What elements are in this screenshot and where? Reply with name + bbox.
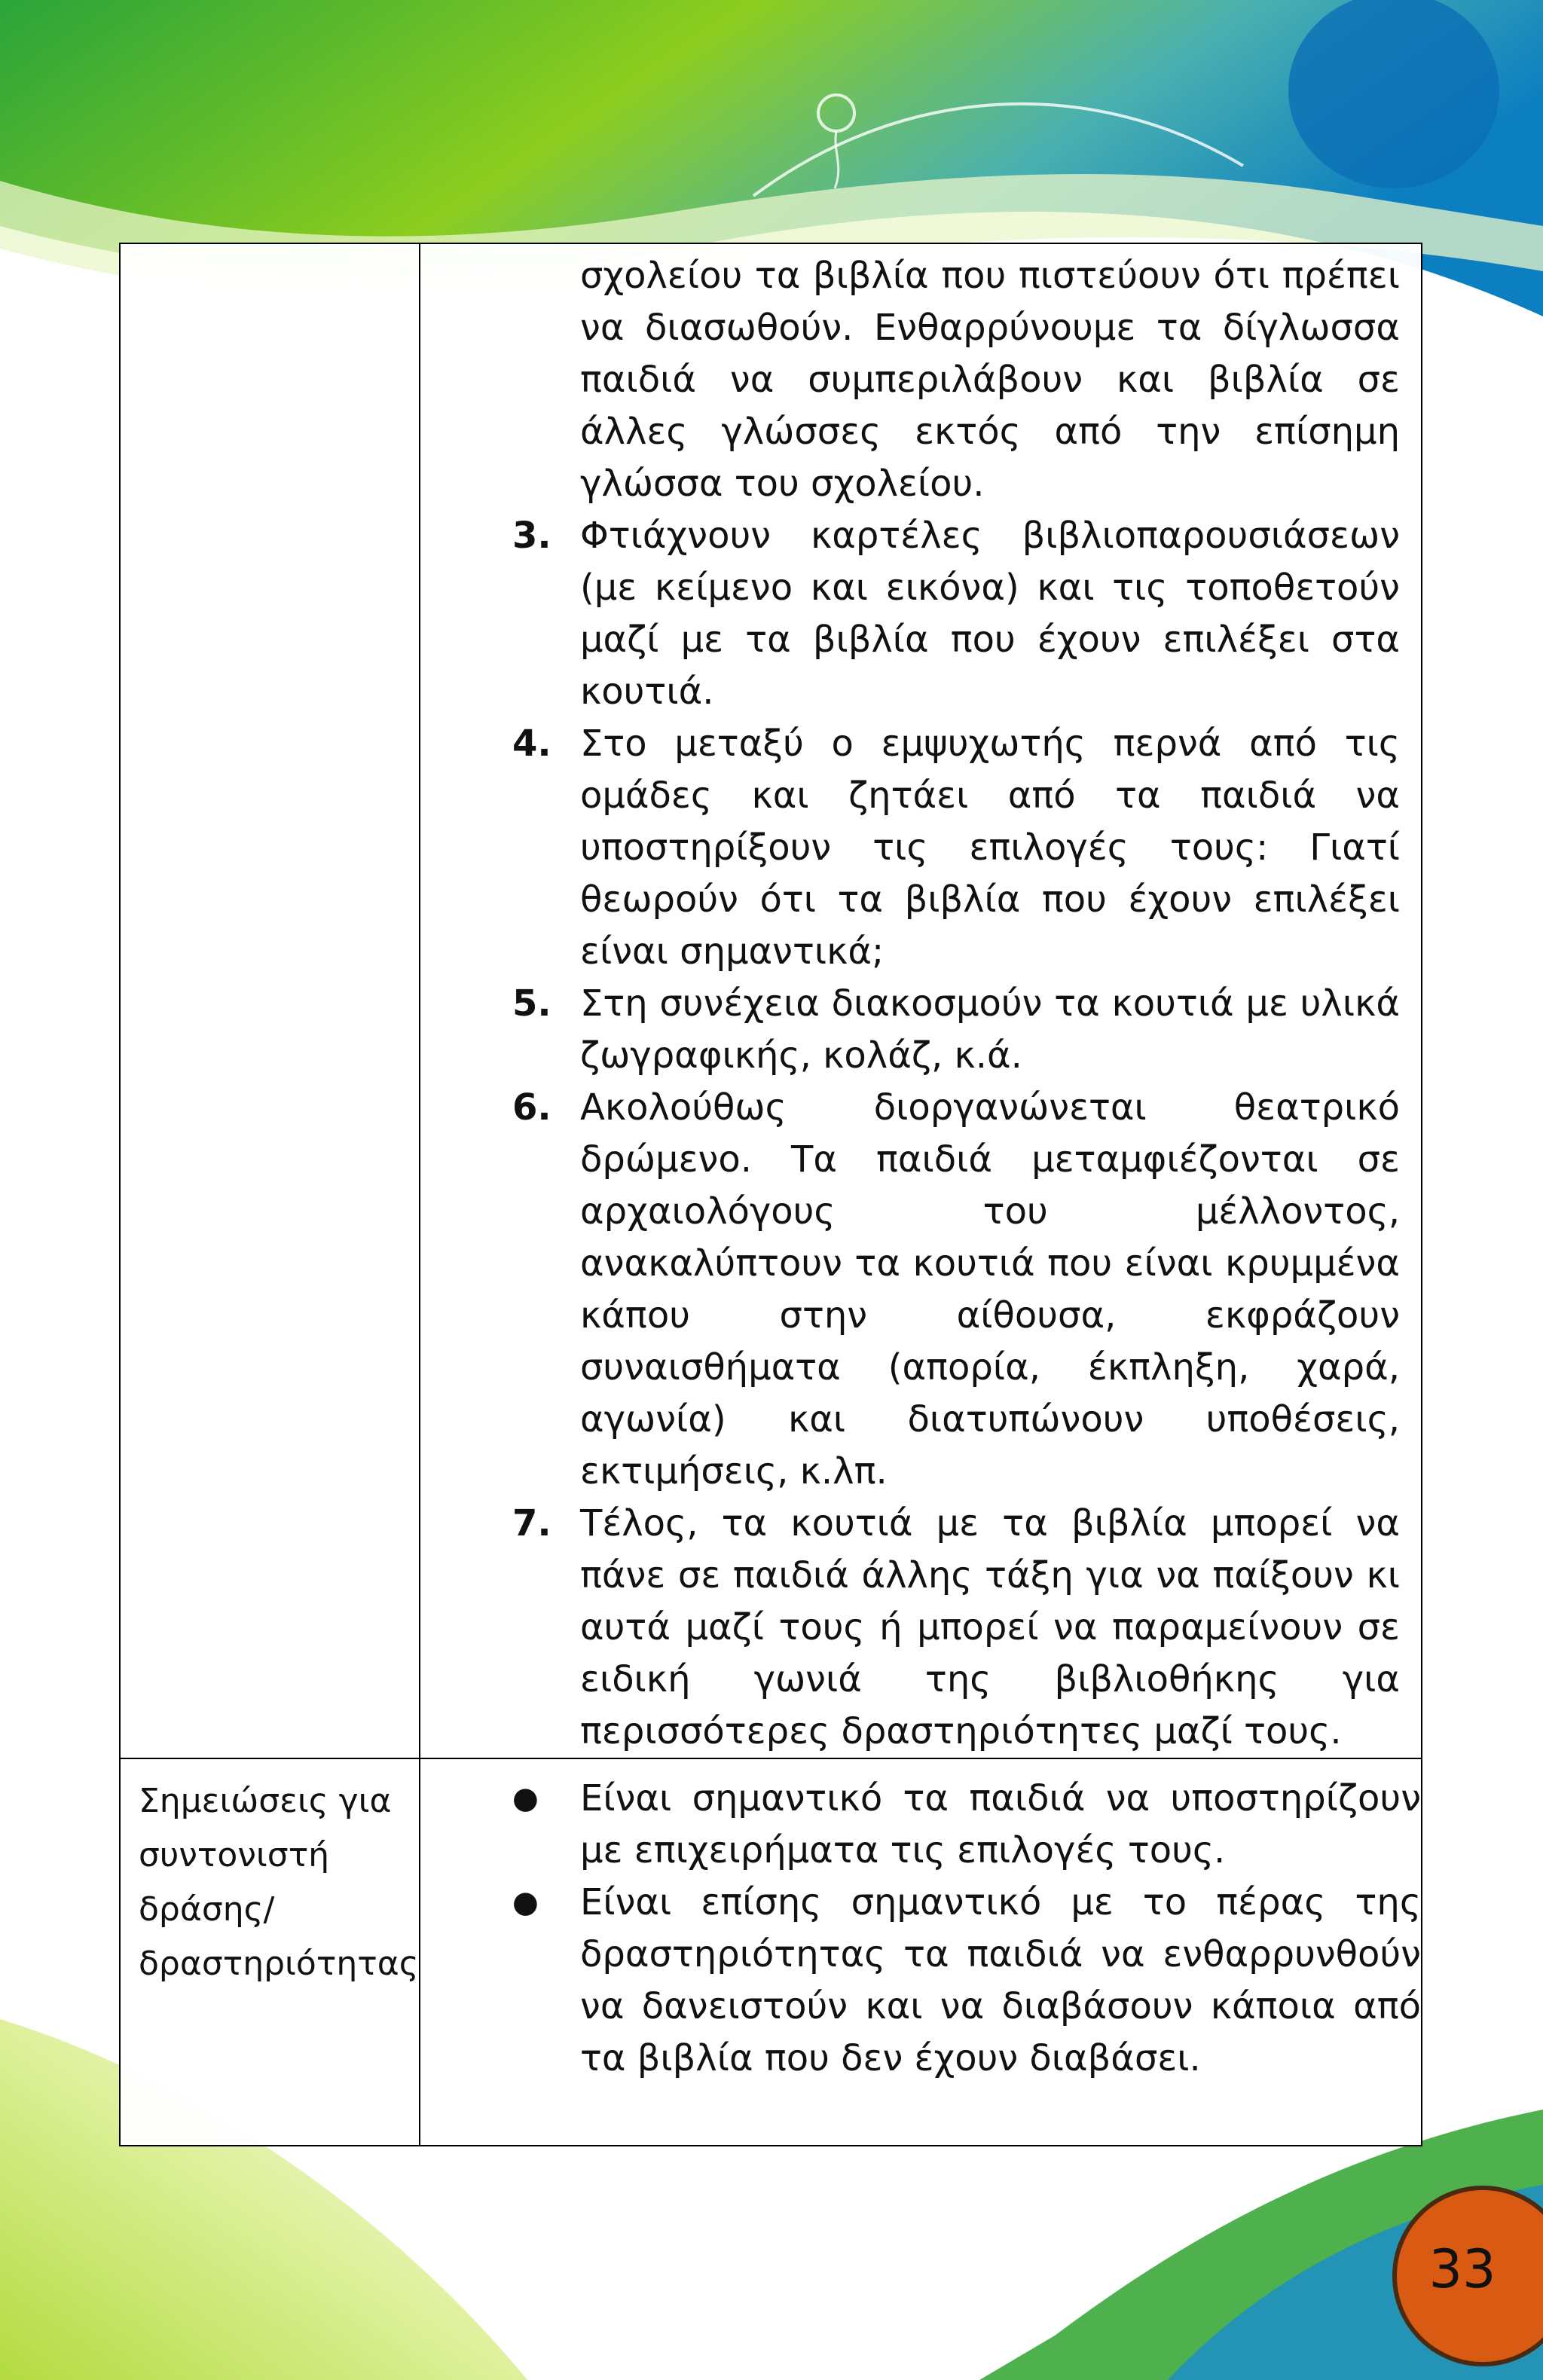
page-number: 33 [1428, 2238, 1496, 2300]
list-item [420, 1498, 1400, 1758]
table-row [120, 1758, 1422, 2146]
step-number: 5. [512, 982, 552, 1025]
list-item [420, 510, 1400, 718]
step-number: 4. [512, 723, 552, 765]
bullet-icon: ● [512, 1885, 539, 1920]
activity-table [119, 243, 1422, 2146]
step-text: Τέλος, τα κουτιά με τα βιβλία μπορεί να πάνε σε παιδιά άλλης τάξη για να παίξουν κι αυτά μαζί τους ή μπορεί να παραμείνουν σε ειδική γωνιά της βιβλιοθήκης για περισσότερες δραστηριότητες μαζί τους. [580, 1502, 1400, 1752]
step-text: Στο μεταξύ ο εμψυχωτής περνά από τις ομάδες και ζητάει από τα παιδιά να υποστηρίξουν τις επιλογές τους: Γιατί θεωρούν ότι τα βιβλία που έχουν επιλέξει είναι σημαντικά; [580, 723, 1400, 973]
steps-list [420, 510, 1400, 1758]
content-cell [420, 243, 1422, 1758]
notes-list [420, 1773, 1421, 2085]
list-item [420, 978, 1400, 1082]
list-item [420, 718, 1400, 978]
note-text: Είναι επίσης σημαντικό με το πέρας της δραστηριότητας τα παιδιά να ενθαρρυνθούν να δανειστούν και να διαβάσουν κάποια από τα βιβλία που δεν έχουν διαβάσει. [580, 1881, 1421, 2079]
notes-label: Σημειώσεις για συντονιστή δράσης/ δραστηριότητας [139, 1782, 419, 1983]
label-cell [120, 1758, 420, 2146]
table-row [120, 243, 1422, 1758]
notes-cell [420, 1758, 1422, 2146]
step-text: Φτιάχνουν καρτέλες βιβλιοπαρουσιάσεων (με κείμενο και εικόνα) και τις τοποθετούν μαζί με τα βιβλία που έχουν επιλέξει στα κουτιά. [580, 515, 1400, 713]
continuation-text: σχολείου τα βιβλία που πιστεύουν ότι πρέπει να διασωθούν. Ενθαρρύνουμε τα δίγλωσσα παιδιά να συμπεριλάβουν και βιβλία σε άλλες γλώσσες εκτός από την επίσημη γλώσσα του σχολείου. [580, 255, 1400, 505]
step-text: Στη συνέχεια διακοσμούν τα κουτιά με υλικά ζωγραφικής, κολάζ, κ.ά. [580, 982, 1400, 1077]
step-number: 7. [512, 1502, 552, 1544]
list-item [420, 1773, 1421, 1877]
note-text: Είναι σημαντικό τα παιδιά να υποστηρίζουν με επιχειρήματα τις επιλογές τους. [580, 1777, 1421, 1871]
step-text: Ακολούθως διοργανώνεται θεατρικό δρώμενο. Τα παιδιά μεταμφιέζονται σε αρχαιολόγους του μέλλοντος, ανακαλύπτουν τα κουτιά που είναι κρυμμένα κάπου στην αίθουσα, εκφράζουν συναισθήματα (απορία, έκπληξη, χαρά, αγωνία) και διατυπώνουν υποθέσεις, εκτιμήσεις, κ.λπ. [580, 1086, 1400, 1492]
step-number: 3. [512, 515, 552, 557]
list-item [420, 1877, 1421, 2085]
empty-label-cell [120, 243, 420, 1758]
bullet-icon: ● [512, 1781, 539, 1816]
step-number: 6. [512, 1086, 552, 1129]
list-item [420, 1082, 1400, 1498]
